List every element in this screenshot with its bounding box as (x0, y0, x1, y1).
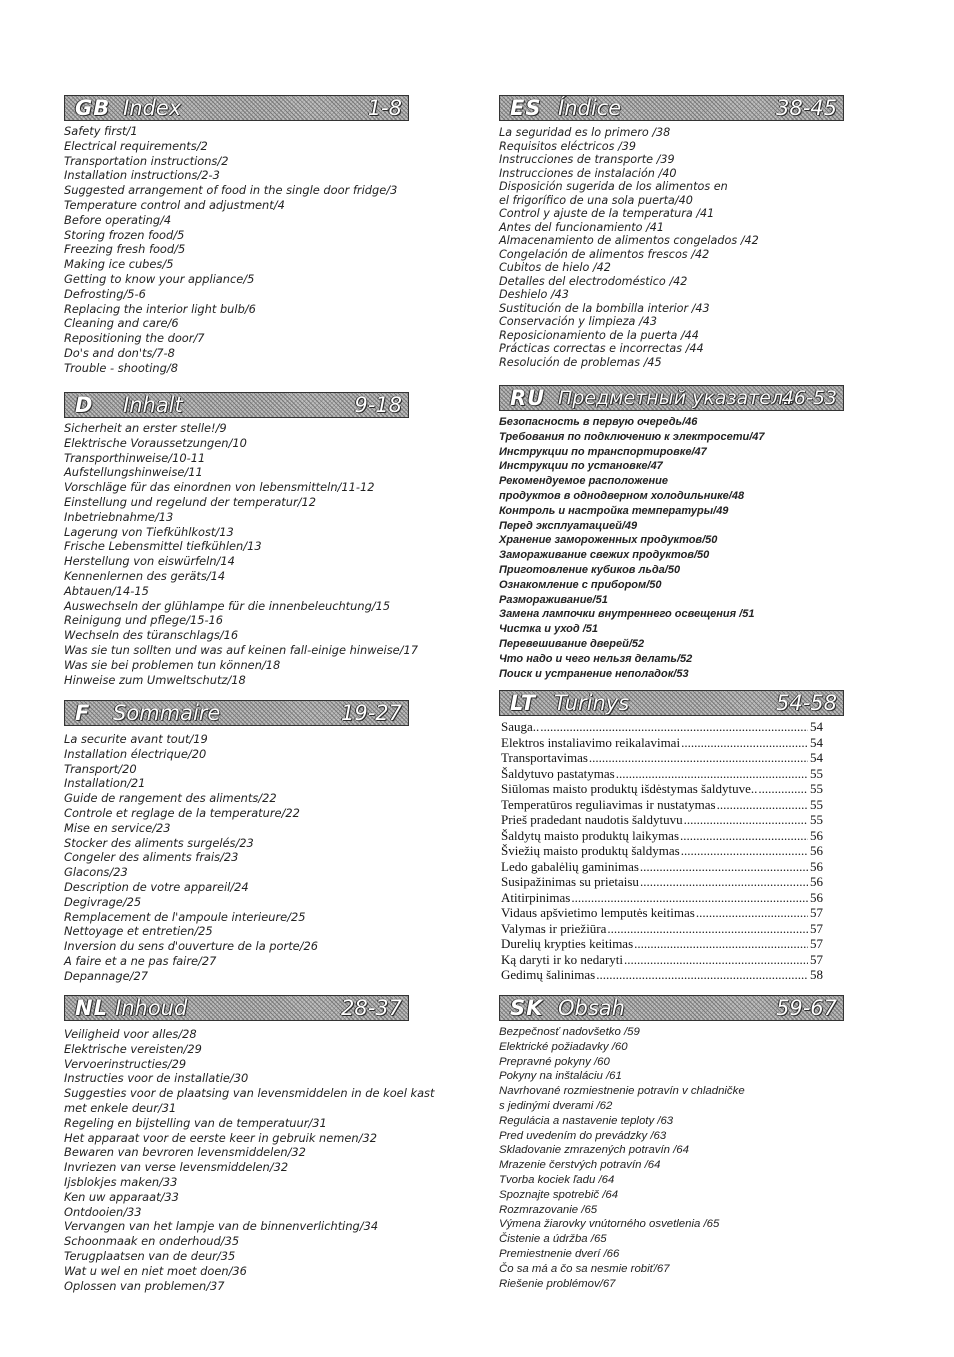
toc-entry: Before operating/4 (64, 212, 172, 227)
language-code: RU (510, 386, 546, 410)
toc-entry: Trouble - shooting/8 (64, 360, 178, 375)
toc-entry-page: 54 (810, 719, 823, 734)
toc-list-nl (64, 1021, 435, 1293)
toc-entry (499, 890, 823, 906)
toc-entry: Nettoyage et entretien/25 (64, 924, 213, 939)
section-title: Inhoud (115, 996, 188, 1020)
toc-entry: Wat u wel en niet moet doen/36 (64, 1263, 247, 1278)
toc-entry: Depannage/27 (64, 968, 148, 983)
toc-entry: Sustitución de la bombilla interior /43 (499, 301, 710, 315)
toc-entry: Поиск и устранение неполадок/53 (499, 667, 689, 680)
toc-entry: Installation instructions/2-3 (64, 168, 220, 183)
toc-entry (499, 967, 823, 983)
toc-entry: el frigorífico de una sola puerta/40 (499, 193, 693, 207)
toc-entry: La seguridad es lo primero /38 (499, 126, 671, 139)
toc-entry: Elektrische Voraussetzungen/10 (64, 435, 247, 450)
section-title: Index (123, 96, 182, 120)
toc-entry-page: 55 (810, 765, 823, 781)
toc-entry-label: Temperatūros reguliavimas ir nustatymas (501, 796, 716, 812)
toc-entry: Ken uw apparaat/33 (64, 1189, 179, 1204)
dot-leader (684, 812, 808, 828)
section-d (64, 392, 418, 687)
toc-entry: Replacing the interior light bulb/6 (64, 301, 256, 316)
toc-entry: Guide de rangement des aliments/22 (64, 791, 277, 806)
toc-entry (499, 797, 823, 813)
toc-entry: Безопасность в первую очередь/46 (499, 416, 698, 428)
toc-entry: Was sie tun sollten und was auf keinen fall-einige hinweise/17 (64, 642, 418, 657)
dot-leader (758, 781, 808, 797)
toc-entry-page: 56 (810, 889, 823, 905)
toc-entry (499, 735, 823, 751)
toc-entry (499, 828, 823, 844)
toc-entry: Transportation instructions/2 (64, 153, 229, 168)
toc-entry: Инструкции по установке/47 (499, 460, 663, 473)
toc-entry-label: Sauga.. (501, 719, 540, 734)
toc-entry-page: 55 (810, 796, 823, 812)
toc-entry: Controle et reglage de la temperature/22 (64, 805, 300, 820)
section-gb (64, 95, 409, 376)
toc-entry: Premiestnenie dverí /66 (499, 1247, 620, 1260)
toc-entry: Instrucciones de instalación /40 (499, 166, 677, 180)
toc-entry: Výmena žiarovky vnútorného osvetlenia /65 (499, 1218, 720, 1231)
toc-entry: Installation électrique/20 (64, 746, 207, 761)
toc-entry (499, 719, 823, 735)
toc-entry: Bezpečnosť nadovšetko /59 (499, 1026, 640, 1038)
toc-entry: Riešenie problémov/67 (499, 1277, 616, 1290)
dot-leader (696, 905, 808, 921)
language-code: F (75, 701, 91, 725)
toc-entry: Elektrische vereisten/29 (64, 1041, 202, 1056)
page-range: 59-67 (775, 996, 837, 1020)
toc-entry: Getting to know your appliance/5 (64, 271, 255, 286)
toc-entry: Hinweise zum Umweltschutz/18 (64, 672, 246, 687)
toc-entry: Cleaning and care/6 (64, 316, 179, 331)
dot-leader (624, 952, 808, 968)
toc-entry (499, 750, 823, 766)
section-title: Índice (558, 96, 622, 120)
section-lt (499, 690, 844, 983)
toc-entry: Almacenamiento de alimentos congelados /42 (499, 234, 759, 247)
toc-entry-page: 58 (810, 967, 823, 982)
toc-entry: Making ice cubes/5 (64, 257, 174, 272)
toc-entry (499, 936, 823, 952)
toc-entry: met enkele deur/31 (64, 1100, 177, 1115)
toc-entry: Veiligheid voor alles/28 (64, 1027, 197, 1041)
toc-entry: Инструкции по транспортировке/47 (499, 445, 707, 458)
toc-entry: Instructies voor de installatie/30 (64, 1071, 249, 1086)
section-title: Предметный указатель (558, 387, 795, 409)
toc-entry: Tvorba kociek ľadu /64 (499, 1173, 615, 1186)
toc-entry: Рекомендуемое расположение (499, 475, 668, 488)
section-header-ru (499, 385, 844, 411)
toc-entry (499, 843, 823, 859)
toc-entry: Auswechseln der glühlampe für die innenbeleuchtung/15 (64, 598, 391, 613)
toc-entry (499, 905, 823, 921)
section-ru (499, 385, 844, 681)
toc-entry: Storing frozen food/5 (64, 227, 185, 242)
toc-entry (499, 766, 823, 782)
toc-entry: Замораживание свежих продуктов/50 (499, 549, 710, 562)
toc-entry: Requisitos eléctricos /39 (499, 139, 637, 153)
dot-leader (640, 859, 808, 875)
toc-entry: Einstellung und regelund der temperatur/12 (64, 494, 316, 509)
toc-entry: Defrosting/5-6 (64, 286, 146, 301)
toc-entry: Kennenlernen des geräts/14 (64, 568, 226, 583)
toc-entry-page: 56 (810, 858, 823, 874)
toc-entry: Prácticas correctas e incorrectas /44 (499, 342, 704, 355)
toc-entry-label: Ledo gabalėlių gaminimas (501, 858, 639, 874)
dot-leader (589, 750, 808, 766)
toc-entry: Safety first/1 (64, 124, 138, 138)
toc-entry: Transport/20 (64, 761, 137, 776)
toc-entry: Navrhované rozmiestnenie potravín v chladničke (499, 1085, 745, 1098)
toc-entry: Disposición sugerida de los alimentos en (499, 180, 728, 193)
toc-entry: Prepravné pokyny /60 (499, 1055, 610, 1068)
toc-entry: продуктов в однодверном холодильнике/48 (499, 489, 745, 502)
toc-entry-label: Ką daryti ir ko nedaryti (501, 951, 624, 967)
toc-entry-label: Siūlomas maisto produktų išdėstymas šaldytuve.. (501, 781, 758, 796)
toc-entry-page: 56 (810, 843, 823, 858)
toc-entry: Do's and don'ts/7-8 (64, 345, 175, 360)
toc-entry-label: Transportavimas (501, 750, 588, 765)
toc-entry: Inbetriebnahme/13 (64, 509, 174, 524)
toc-entry-page: 56 (810, 827, 823, 843)
toc-entry: Herstellung von eiswürfeln/14 (64, 554, 235, 569)
toc-entry: Temperature control and adjustment/4 (64, 197, 285, 212)
toc-entry: Bewaren van bevroren levensmiddelen/32 (64, 1145, 306, 1160)
section-title: Obsah (558, 996, 625, 1020)
dot-leader (540, 719, 808, 735)
toc-entry-label: Susipažinimas su prietaisu (501, 874, 639, 889)
toc-entry: Lagerung von Tiefkühlkost/13 (64, 524, 234, 539)
toc-entry (499, 921, 823, 937)
toc-list-sk (499, 1021, 844, 1291)
toc-entry: Stocker des aliments surgelés/23 (64, 835, 254, 850)
toc-entry: Frische Lebensmittel tiefkühlen/13 (64, 539, 262, 554)
section-header-f (64, 700, 409, 726)
toc-entry: La securite avant tout/19 (64, 732, 208, 746)
toc-list-d (64, 418, 418, 687)
toc-entry: Congeler des aliments frais/23 (64, 850, 239, 865)
language-code: SK (510, 996, 544, 1020)
toc-entry (499, 812, 823, 828)
toc-entry: Reposicionamiento de la puerta /44 (499, 328, 699, 342)
toc-entry: Description de votre appareil/24 (64, 879, 249, 894)
toc-entry: Замена лампочки внутреннего освещения /51 (499, 608, 755, 621)
section-title: Sommaire (113, 701, 221, 725)
toc-entry: Oplossen van problemen/37 (64, 1278, 225, 1293)
language-code: D (75, 393, 94, 417)
toc-entry: Размораживание/51 (499, 593, 608, 606)
toc-entry: Требования по подключению к электросети/47 (499, 430, 765, 443)
toc-entry: Elektrické požiadavky /60 (499, 1040, 628, 1053)
toc-entry (499, 874, 823, 890)
toc-entry: Glacons/23 (64, 865, 128, 880)
language-code: ES (510, 96, 542, 120)
toc-entry-page: 54 (810, 734, 823, 750)
toc-entry: Detalles del electrodoméstico /42 (499, 274, 688, 288)
dot-leader (634, 936, 808, 952)
toc-entry: Was sie bei problemen tun können/18 (64, 657, 281, 672)
toc-entry: Перед эксплуатацией/49 (499, 519, 638, 532)
section-header-es (499, 95, 844, 121)
toc-entry-page: 55 (810, 781, 823, 796)
toc-entry: Ijsblokjes maken/33 (64, 1174, 178, 1189)
toc-entry (499, 859, 823, 875)
toc-entry: Spoznajte spotrebič /64 (499, 1188, 619, 1201)
toc-entry: Čo sa má a čo sa nesmie robiť/67 (499, 1262, 670, 1275)
page-range: 9-18 (354, 393, 402, 417)
toc-entry: Приготовление кубиков льда/50 (499, 563, 681, 576)
dot-leader (717, 797, 808, 813)
toc-entry: Mrazenie čerstvých potravín /64 (499, 1159, 661, 1172)
dot-leader (596, 967, 808, 983)
toc-entry: Control y ajuste de la temperatura /41 (499, 207, 715, 220)
section-header-gb (64, 95, 409, 121)
toc-entry: Suggesties voor de plaatsing van levensmiddelen in de koel kast (64, 1086, 435, 1101)
section-title: Inhalt (123, 393, 183, 417)
toc-entry: Terugplaatsen van de deur/35 (64, 1248, 236, 1263)
toc-entry: Resolución de problemas /45 (499, 355, 662, 369)
toc-entry: A faire et a ne pas faire/27 (64, 953, 217, 968)
toc-entry: Что надо и чего нельзя делать/52 (499, 652, 693, 665)
toc-entry-label: Prieš pradedant naudotis šaldytuvu (501, 812, 683, 827)
toc-entry: Sicherheit an erster stelle!/9 (64, 421, 227, 435)
language-code: NL (75, 996, 108, 1020)
toc-entry: Instrucciones de transporte /39 (499, 153, 675, 166)
dot-leader (607, 921, 808, 937)
toc-entry: Electrical requirements/2 (64, 138, 208, 153)
toc-entry: Хранение замороженных продуктов/50 (499, 534, 718, 547)
toc-entry: Installation/21 (64, 776, 146, 791)
toc-entry-page: 55 (810, 812, 823, 827)
toc-entry: Mise en service/23 (64, 820, 171, 835)
toc-entry: Ontdooien/33 (64, 1204, 142, 1219)
toc-entry: Cubitos de hielo /42 (499, 261, 611, 274)
toc-entry: s jedinými dverami /62 (499, 1099, 613, 1112)
dot-leader (680, 828, 808, 844)
toc-entry: Pokyny na inštaláciu /61 (499, 1070, 622, 1083)
section-f (64, 700, 409, 984)
toc-list-gb (64, 121, 409, 376)
section-sk (499, 995, 844, 1291)
toc-entry: Перевешивание дверей/52 (499, 637, 645, 650)
toc-entry: Vervangen van het lampje van de binnenverlichting/34 (64, 1219, 379, 1234)
toc-list-f (64, 726, 409, 984)
toc-entry: Invriezen van verse levensmiddelen/32 (64, 1160, 289, 1175)
dot-leader (681, 843, 808, 859)
toc-entry: Freezing fresh food/5 (64, 242, 186, 257)
toc-entry (499, 781, 823, 797)
toc-entry: Inversion du sens d'ouverture de la porte/26 (64, 939, 318, 954)
section-nl (64, 995, 435, 1293)
toc-entry-label: Vidaus apšvietimo lemputės keitimas (501, 905, 695, 920)
toc-entry: Regulácia a nastavenie teploty /63 (499, 1114, 674, 1127)
toc-list-es (499, 121, 844, 369)
toc-entry: Deshielo /43 (499, 288, 569, 301)
toc-entry-label: Durelių krypties keitimas (501, 936, 634, 951)
toc-entry: Suggested arrangement of food in the single door fridge/3 (64, 183, 398, 198)
toc-entry-label: Valymas ir priežiūra (501, 920, 607, 936)
section-header-d (64, 392, 409, 418)
page-range: 54-58 (775, 691, 837, 715)
toc-entry-page: 56 (810, 874, 823, 889)
language-code: LT (510, 691, 537, 715)
section-header-sk (499, 995, 844, 1021)
toc-entry: Schoonmaak en onderhoud/35 (64, 1234, 240, 1249)
toc-entry-label: Elektros instaliavimo reikalavimai (501, 734, 681, 750)
toc-entry: Abtauen/14-15 (64, 583, 149, 598)
toc-entry-page: 57 (810, 936, 823, 951)
section-header-nl (64, 995, 409, 1021)
toc-entry: Conservación y limpieza /43 (499, 315, 657, 328)
toc-entry: Regeling en bijstelling van de temperatuur/31 (64, 1115, 327, 1130)
page-range: 46-53 (781, 387, 837, 409)
toc-entry: Antes del funcionamiento /41 (499, 220, 664, 234)
toc-list-lt (499, 716, 823, 983)
toc-entry-page: 57 (810, 905, 823, 920)
toc-entry-page: 57 (810, 920, 823, 936)
toc-list-ru (499, 411, 844, 681)
toc-entry-page: 57 (810, 951, 823, 967)
toc-entry (499, 952, 823, 968)
toc-entry: Контроль и настройка температуры/49 (499, 504, 729, 517)
toc-entry: Rozmrazovanie /65 (499, 1203, 598, 1216)
language-code: GB (75, 96, 111, 120)
toc-entry: Skladovanie zmrazených potravín /64 (499, 1144, 689, 1157)
dot-leader (640, 874, 808, 890)
toc-entry: Ознакомление с прибором/50 (499, 578, 662, 591)
toc-entry: Het apparaat voor de eerste keer in gebruik nemen/32 (64, 1130, 377, 1145)
toc-entry-label: Gedimų šalinimas (501, 967, 596, 982)
toc-entry: Pred uvedením do prevádzky /63 (499, 1129, 667, 1142)
page-range: 38-45 (775, 96, 837, 120)
toc-entry: Reinigung und pflege/15-16 (64, 613, 224, 628)
page-range: 28-37 (340, 996, 402, 1020)
toc-entry: Vorschläge für das einordnen von lebensmitteln/11-12 (64, 480, 375, 495)
toc-entry: Remplacement de l'ampoule interieure/25 (64, 909, 306, 924)
toc-entry-label: Šviežių maisto produktų šaldymas (501, 843, 680, 858)
toc-entry-page: 54 (810, 750, 823, 765)
toc-entry: Repositioning the door/7 (64, 331, 205, 346)
dot-leader (681, 735, 808, 751)
toc-entry: Wechseln des türanschlags/16 (64, 628, 239, 643)
toc-entry: Aufstellungshinweise/11 (64, 465, 203, 480)
toc-entry-label: Šaldytuvo pastatymas (501, 765, 615, 781)
toc-entry: Чистка и уход /51 (499, 623, 599, 636)
toc-entry: Vervoerinstructies/29 (64, 1056, 187, 1071)
page-range: 1-8 (367, 96, 402, 120)
section-es (499, 95, 844, 369)
toc-entry: Transporthinweise/10-11 (64, 450, 206, 465)
toc-entry: Degivrage/25 (64, 894, 142, 909)
dot-leader (571, 890, 808, 906)
section-header-lt (499, 690, 844, 716)
dot-leader (616, 766, 808, 782)
toc-entry-label: Atitirpinimas (501, 889, 571, 905)
toc-entry: Congelación de alimentos frescos /42 (499, 247, 710, 261)
toc-entry: Čistenie a údržba /65 (499, 1233, 607, 1246)
section-title: Turinys (554, 691, 630, 715)
toc-entry-label: Šaldytų maisto produktų laikymas (501, 827, 680, 843)
page-range: 19-27 (340, 701, 402, 725)
